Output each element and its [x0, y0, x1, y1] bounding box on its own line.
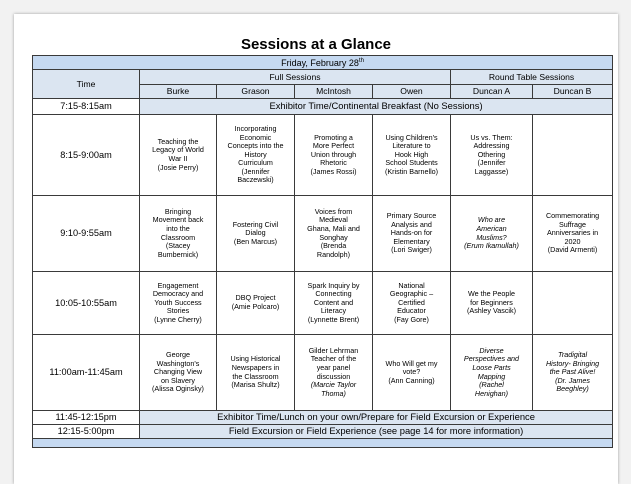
next-date-row [33, 439, 613, 448]
session-cell [140, 272, 217, 335]
session-text-line: Using Historical [230, 354, 281, 364]
session-text-line: Othering [477, 149, 506, 159]
room-header: Owen [373, 85, 451, 99]
session-text-line: Mapping [477, 371, 506, 381]
session-text-line: (Stacey [165, 241, 191, 251]
session-text-line: Thoma) [321, 388, 346, 398]
session-text-line: into the [166, 223, 190, 233]
session-cell [451, 272, 533, 335]
session-text-line: Classroom [160, 232, 196, 242]
session-text-line: Dialog [245, 228, 266, 238]
session-text-line: Who are [477, 215, 506, 225]
session-text-line: Newspapers in [231, 362, 280, 372]
session-text-line: on Slavery [161, 375, 195, 385]
session-text-line: 2020 [564, 236, 581, 246]
session-text-line: (Ben Marcus) [233, 236, 278, 246]
time-cell: 7:15-8:15am [33, 99, 140, 115]
day-label: Friday, February 28th [33, 56, 613, 70]
time-header: Time [33, 70, 140, 99]
session-text-line: George [166, 350, 190, 360]
session-text-line: Hands-on for [390, 228, 433, 238]
session-cell [373, 196, 451, 272]
spanning-event-cell: Exhibitor Time/Continental Breakfast (No Sessions) [140, 99, 613, 115]
session-cell [217, 196, 295, 272]
time-cell: 8:15-9:00am [33, 115, 140, 196]
time-cell: 10:05-10:55am [33, 272, 140, 335]
session-text-line: vote? [402, 367, 421, 377]
session-text-line: DBQ Project [235, 293, 276, 303]
session-text-line: School Students [385, 158, 438, 168]
time-cell: 9:10-9:55am [33, 196, 140, 272]
session-text-line: Perspectives and [463, 354, 520, 364]
session-text-line: Loose Parts [472, 362, 511, 372]
session-text-line: (Marisa Shultz) [231, 380, 280, 390]
session-text-line: (Brenda [320, 241, 347, 251]
schedule-table [32, 55, 613, 448]
schedule-row [33, 411, 613, 425]
session-text-line: War II [168, 154, 188, 163]
session-text-line: (Lori Swiger) [391, 245, 432, 255]
session-text-line: Incorporating [234, 123, 277, 133]
session-text-line: Concepts into the [227, 141, 284, 151]
session-cell [140, 196, 217, 272]
session-text-line: (David Armenti) [547, 245, 598, 255]
schedule-row [33, 425, 613, 439]
session-text-line: Muslims? [476, 232, 507, 242]
session-text-line: Us vs. Them: [470, 132, 513, 142]
session-text-line: Beeghley) [556, 384, 589, 394]
session-text-line: More Perfect [312, 141, 355, 151]
session-text-line: (Alissa Oginsky) [152, 384, 204, 394]
session-text-line: (Kristin Barnello) [384, 166, 439, 176]
session-text-line: Songhay [319, 232, 348, 242]
session-text-line: the Past Alive! [549, 367, 596, 377]
session-text-line: Union through [310, 149, 357, 159]
session-cell [295, 196, 373, 272]
time-cell: 11:00am-11:45am [33, 335, 140, 411]
session-cell [533, 335, 613, 411]
document-page [14, 14, 618, 484]
session-text-line: (Ann Canning) [388, 375, 435, 385]
session-text-line: Curriculum [238, 158, 273, 168]
session-cell [217, 335, 295, 411]
session-text-line: Medieval [319, 215, 348, 225]
session-cell [533, 196, 613, 272]
session-text-line: Analysis and [391, 219, 432, 229]
date-row [33, 56, 613, 70]
session-text-line: Washington's [156, 358, 200, 368]
session-text-line: year panel [316, 362, 351, 372]
session-text-line: for Beginners [470, 297, 513, 307]
room-header: Burke [140, 85, 217, 99]
session-text-line: Ghana, Mali and [307, 223, 360, 233]
session-text-line: Diverse [479, 345, 504, 355]
session-text-line: Hook High [394, 149, 429, 159]
session-text-line: National [398, 280, 425, 290]
session-text-line: Gilder Lehrman [308, 345, 359, 355]
session-text-line: Primary Source [386, 211, 437, 221]
schedule-row [33, 115, 613, 196]
session-text-line: Bumbernick) [157, 249, 199, 259]
session-cell [140, 115, 217, 196]
room-header: Duncan B [533, 85, 613, 99]
session-text-line: Laggasse) [474, 166, 509, 176]
session-text-line: (Lynnette Brent) [307, 314, 360, 324]
session-text-line: We the People [467, 289, 516, 299]
session-text-line: (Rachel [479, 380, 504, 390]
session-text-line: Literacy [320, 306, 347, 316]
room-header: Duncan A [451, 85, 533, 99]
session-text-line: Suffrage [559, 219, 587, 229]
spanning-event-cell: Field Excursion or Field Experience (see page 14 for more information) [140, 425, 613, 439]
session-text-line: the Classroom [232, 371, 279, 381]
session-cell [533, 115, 613, 196]
session-text-line: Spark Inquiry by [307, 280, 360, 290]
session-text-line: Who Will get my [385, 358, 438, 368]
roundtable-sessions-header: Round Table Sessions [451, 70, 613, 85]
session-text-line: (Ashley Vascik) [467, 306, 516, 316]
session-text-line: Randolph) [316, 249, 351, 259]
session-cell [373, 335, 451, 411]
session-text-line: Democracy and [152, 289, 204, 299]
session-text-line: Stories [166, 306, 190, 316]
session-cell [217, 272, 295, 335]
session-text-line: Teaching the [157, 136, 199, 146]
session-cell [373, 115, 451, 196]
session-text-line: (Fay Gore) [394, 314, 429, 324]
room-header: Grason [217, 85, 295, 99]
session-cell [295, 272, 373, 335]
session-text-line: (Josie Perry) [157, 162, 199, 172]
session-cell [451, 115, 533, 196]
session-text-line: (Jennifer [241, 166, 270, 176]
session-text-line: (Lynne Cherry) [154, 314, 202, 324]
session-text-line: (Amie Polcaro) [231, 302, 280, 311]
schedule-row [33, 99, 613, 115]
time-cell: 12:15-5:00pm [33, 425, 140, 439]
session-cell [295, 115, 373, 196]
session-text-line: Educator [397, 306, 426, 316]
session-text-line: Rhetoric [320, 158, 347, 168]
session-text-line: Legacy of World [152, 145, 204, 155]
session-cell [140, 335, 217, 411]
session-text-line: Anniversaries in [546, 228, 599, 238]
session-text-line: Commemorating [545, 211, 600, 221]
session-text-line: Henighan) [474, 388, 509, 398]
session-text-line: Certified [398, 297, 425, 307]
session-text-line: (James Rossi) [310, 166, 357, 176]
session-text-line: Teacher of the [310, 354, 357, 364]
session-presenter [297, 381, 370, 398]
session-text-line: Baczewski) [237, 175, 274, 185]
session-text-line: Addressing [473, 141, 510, 151]
session-text-line: Connecting [315, 289, 352, 299]
session-text-line: Literature to [392, 141, 431, 151]
session-text-line: Tradigital [558, 350, 588, 360]
session-cell [533, 272, 613, 335]
session-text-line: History- Bringing [545, 358, 600, 368]
session-text-line: Bringing [164, 206, 192, 216]
full-sessions-header: Full Sessions [140, 70, 451, 85]
session-text-line: Elementary [393, 236, 430, 246]
session-text-line: American [476, 223, 507, 233]
session-text-line: Promoting a [314, 132, 353, 142]
session-text-line: (Jennifer [477, 158, 506, 168]
session-cell [451, 335, 533, 411]
schedule-row [33, 335, 613, 411]
schedule-row [33, 272, 613, 335]
header-row-groups [33, 70, 613, 85]
session-text-line: Fostering Civil [232, 219, 279, 229]
session-text-line: Youth Success [154, 297, 202, 307]
room-header: McIntosh [295, 85, 373, 99]
session-text-line: (Erum Ikamullah) [464, 241, 519, 251]
session-cell [373, 272, 451, 335]
session-cell [217, 115, 295, 196]
schedule-row [33, 196, 613, 272]
session-text-line: discussion [316, 371, 351, 381]
page-title: Sessions at a Glance [240, 36, 392, 53]
session-cell [295, 335, 373, 411]
spanning-event-cell: Exhibitor Time/Lunch on your own/Prepare for Field Excursion or Experience [140, 411, 613, 425]
session-text-line: Changing View [153, 367, 203, 377]
session-text-line: Economic [239, 132, 272, 142]
time-cell: 11:45-12:15pm [33, 411, 140, 425]
session-text-line: Using Children's [385, 132, 438, 142]
session-title [297, 347, 370, 381]
session-cell [451, 196, 533, 272]
session-text-line: Engagement [157, 280, 199, 290]
session-text-line: Geographic – [389, 289, 434, 299]
session-text-line: History [244, 149, 267, 159]
session-text-line: Voices from [314, 206, 353, 216]
session-text-line: Content and [313, 297, 354, 307]
session-text-line: Movement back [152, 215, 204, 225]
session-text-line: (Marcie Taylor [310, 380, 357, 390]
session-text-line: (Dr. James [555, 375, 590, 385]
